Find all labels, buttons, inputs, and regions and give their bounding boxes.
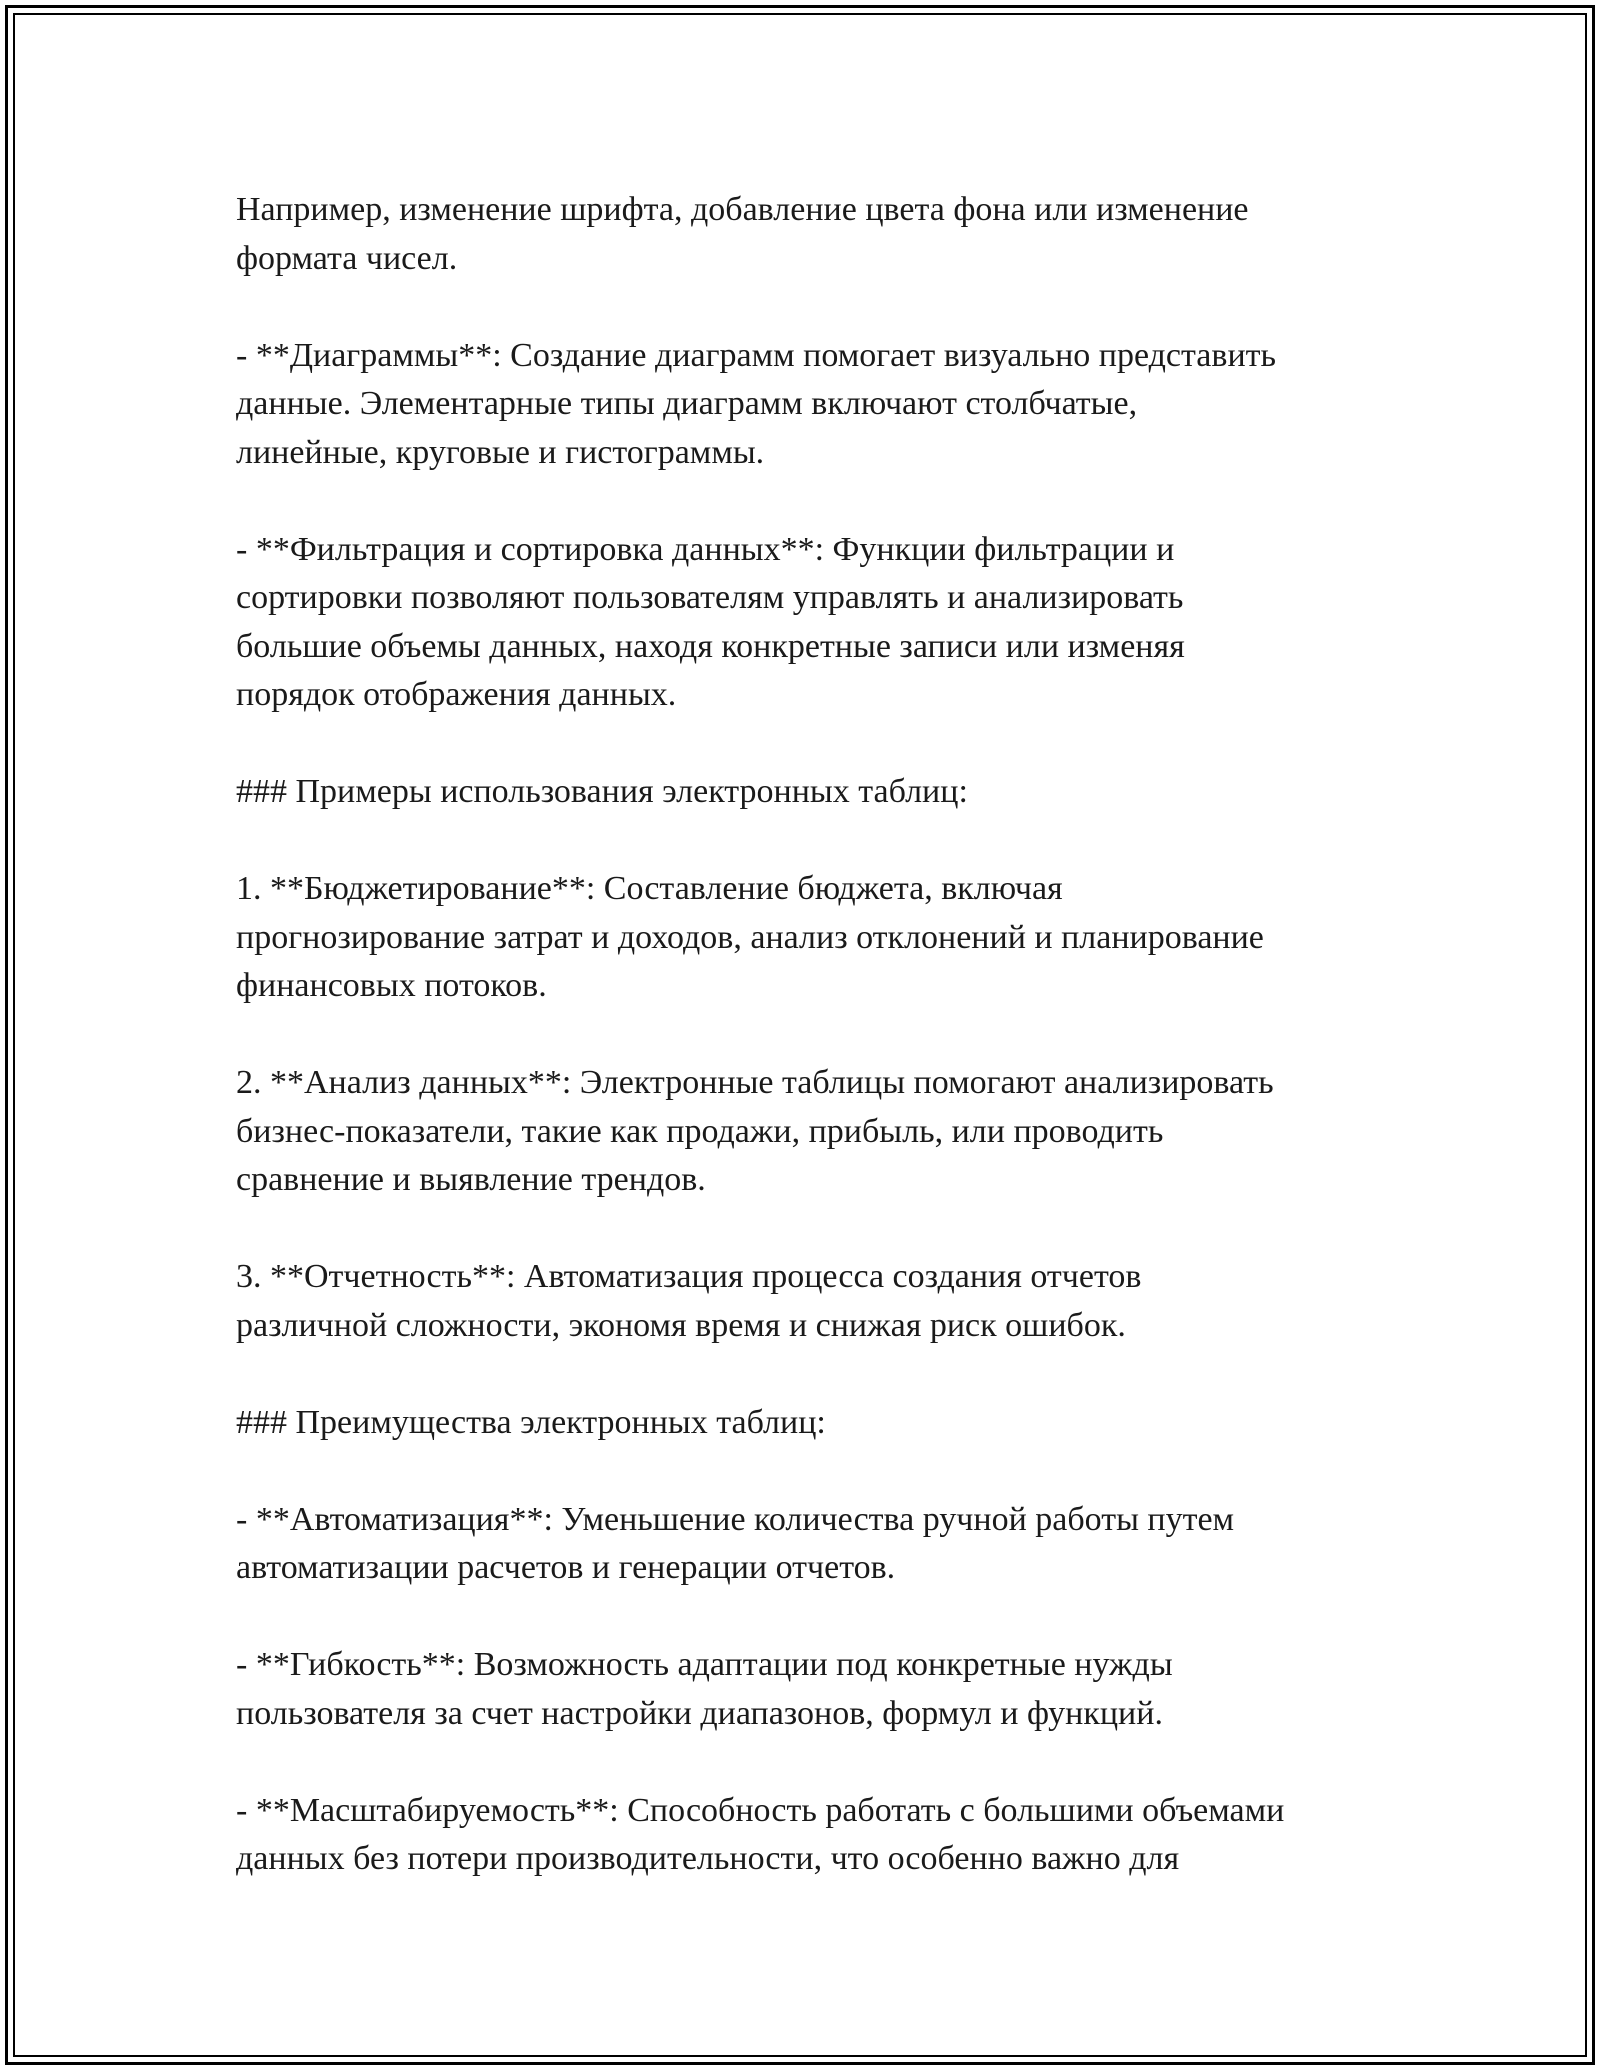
paragraph-formatting-example: Например, изменение шрифта, добавление цвета фона или изменение формата чисел. xyxy=(236,191,1249,277)
paragraph-filtering-sorting: - **Фильтрация и сортировка данных**: Функции фильтрации и сортировки позволяют пользователям управлять и анализировать большие объемы данных, находя конкретные записи или изменяя порядок отображения данных. xyxy=(236,530,1185,713)
paragraph-flexibility: - **Гибкость**: Возможность адаптации под конкретные нужды пользователя за счет настройки диапазонов, формул и функций. xyxy=(236,1646,1173,1732)
paragraph-scalability: - **Масштабируемость**: Способность работать с большими объемами данных без потери производительности, что особенно важно для xyxy=(236,1791,1285,1877)
heading-advantages: ### Преимущества электронных таблиц: xyxy=(236,1403,826,1441)
list-item-budgeting: 1. **Бюджетирование**: Составление бюджета, включая прогнозирование затрат и доходов, анализ отклонений и планирование финансовых потоков. xyxy=(236,870,1264,1004)
paragraph-charts: - **Диаграммы**: Создание диаграмм помогает визуально представить данные. Элементарные типы диаграмм включают столбчатые, линейные, круговые и гистограммы. xyxy=(236,336,1277,471)
list-item-data-analysis: 2. **Анализ данных**: Электронные таблицы помогают анализировать бизнес-показатели, такие как продажи, прибыль, или проводить сравнение и выявление трендов. xyxy=(236,1064,1274,1198)
heading-usage-examples: ### Примеры использования электронных таблиц: xyxy=(236,773,968,810)
list-item-reporting: 3. **Отчетность**: Автоматизация процесса создания отчетов различной сложности, экономя время и снижая риск ошибок. xyxy=(236,1258,1142,1344)
page-content xyxy=(236,186,1386,1884)
paragraph-automation: - **Автоматизация**: Уменьшение количества ручной работы путем автоматизации расчетов и генерации отчетов. xyxy=(236,1500,1235,1586)
